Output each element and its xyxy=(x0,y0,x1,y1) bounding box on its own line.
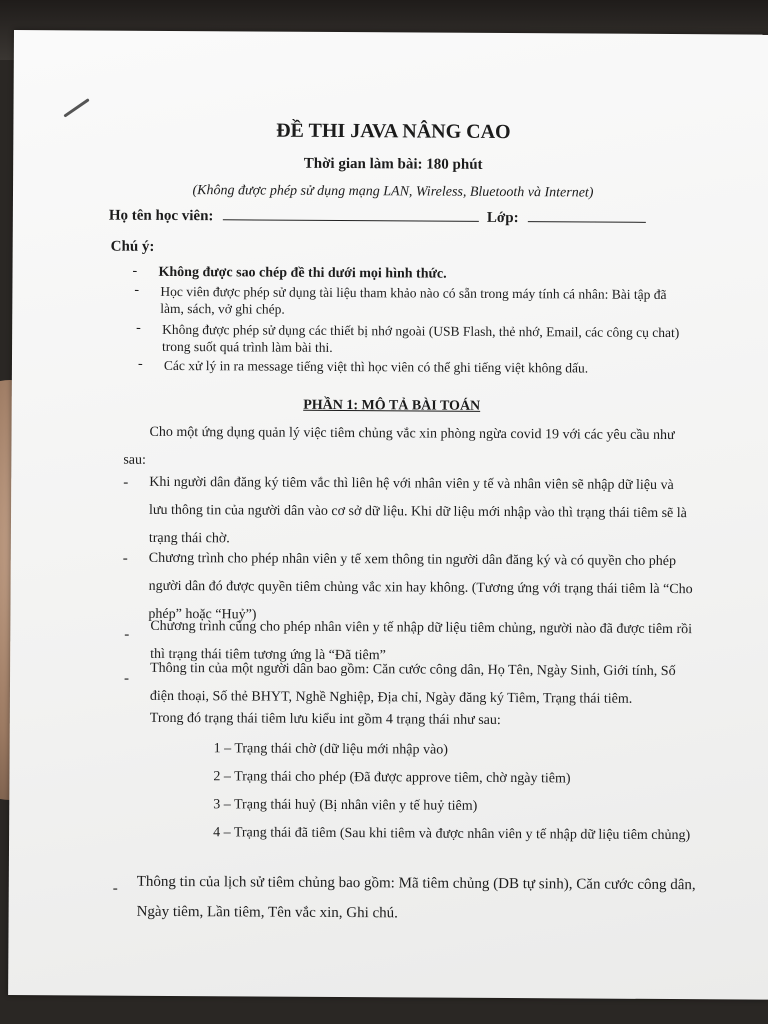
note-item: Không được phép sử dụng các thiết bị nhớ ngoài (USB Flash, thẻ nhớ, Email, các công cụ chat) trong suốt quá trình làm bài thi. xyxy=(162,321,680,355)
student-info-row xyxy=(109,205,647,228)
part1-bullet: Chương trình cho phép nhân viên y tế xem thông tin người dân đăng ký và có quyền cho phép người dân đó được quyền tiêm chủng vắc xin hay không. (Tương ứng với trạng thái tiêm là “Cho phép” hoặc “Huỷ”) xyxy=(148,550,693,623)
notes-heading: Chú ý: xyxy=(110,238,155,255)
history-info: Thông tin của lịch sử tiêm chủng bao gồm: Mã tiêm chủng (DB tự sinh), Căn cước công dân, Ngày tiêm, Lần tiêm, Tên vắc xin, Ghi chú. xyxy=(136,873,696,922)
class-label: Lớp: xyxy=(486,209,519,227)
note-item: Không được sao chép đề thi dưới mọi hình thức. xyxy=(158,264,447,282)
part1-bullet: Thông tin của một người dân bao gồm: Căn cước công dân, Họ Tên, Ngày Sinh, Giới tính, Số điện thoại, Số thẻ BHYT, Nghề Nghiệp, Địa chỉ, Ngày đăng ký Tiêm, Trạng thái tiêm. xyxy=(149,660,676,707)
status-intro: Trong đó trạng thái tiêm lưu kiểu int gồm 4 trạng thái như sau: xyxy=(149,710,501,728)
part1-heading: PHẦN 1: MÔ TẢ BÀI TOÁN xyxy=(303,397,481,414)
note-dash: - xyxy=(132,263,138,279)
status-item: 4 – Trạng thái đã tiêm (Sau khi tiêm và được nhân viên y tế nhập dữ liệu tiêm chủng) xyxy=(213,825,691,844)
part1-bullet: Khi người dân đăng ký tiêm vắc thì liên hệ với nhân viên y tế và nhân viên sẽ nhập dữ liệu và lưu thông tin của người dân vào cơ sở dữ liệu. Khi dữ liệu mới nhập vào thì trạng thái tiêm sẽ là trạng thái chờ. xyxy=(148,474,687,547)
note-dash: - xyxy=(136,320,141,336)
bullet-dash: - xyxy=(123,670,130,687)
status-item: 3 – Trạng thái huỷ (Bị nhân viên y tế huỷ tiêm) xyxy=(213,797,478,814)
note-dash: - xyxy=(137,356,143,372)
bullet-dash: - xyxy=(124,626,130,643)
status-item: 2 – Trạng thái cho phép (Đã được approve tiêm, chờ ngày tiêm) xyxy=(213,769,571,787)
exam-paper xyxy=(8,30,768,1000)
paper-content xyxy=(8,30,768,1000)
exam-title: ĐỀ THI JAVA NÂNG CAO xyxy=(276,119,511,144)
exam-restriction: (Không được phép sử dụng mạng LAN, Wireless, Bluetooth và Internet) xyxy=(192,183,594,201)
student-name-blank xyxy=(223,205,479,222)
class-blank xyxy=(528,207,646,223)
exam-time: Thời gian làm bài: 180 phút xyxy=(303,155,483,173)
part1-intro: Cho một ứng dụng quản lý việc tiêm chủng vắc xin phòng ngừa covid 19 với các yêu cầu như sau: xyxy=(123,424,675,468)
student-name-label: Họ tên học viên: xyxy=(108,207,214,225)
status-item: 1 – Trạng thái chờ (dữ liệu mới nhập vào) xyxy=(213,741,448,758)
part1-bullet: Chương trình cũng cho phép nhân viên y tế nhập dữ liệu tiêm chủng, người nào đã được tiêm rồi thì trạng thái tiêm tương ứng là “Đã tiêm” xyxy=(150,618,693,664)
note-dash: - xyxy=(134,282,140,298)
note-item: Học viên được phép sử dụng tài liệu tham khảo nào có sẵn trong máy tính cá nhân: Bài tập đã làm, sách, vở ghi chép. xyxy=(160,283,667,317)
bullet-dash: - xyxy=(112,880,118,897)
bullet-dash: - xyxy=(122,550,128,567)
bullet-dash: - xyxy=(123,474,129,491)
note-item: Các xử lý in ra message tiếng việt thì học viên có thể ghi tiếng việt không dấu. xyxy=(163,357,589,376)
